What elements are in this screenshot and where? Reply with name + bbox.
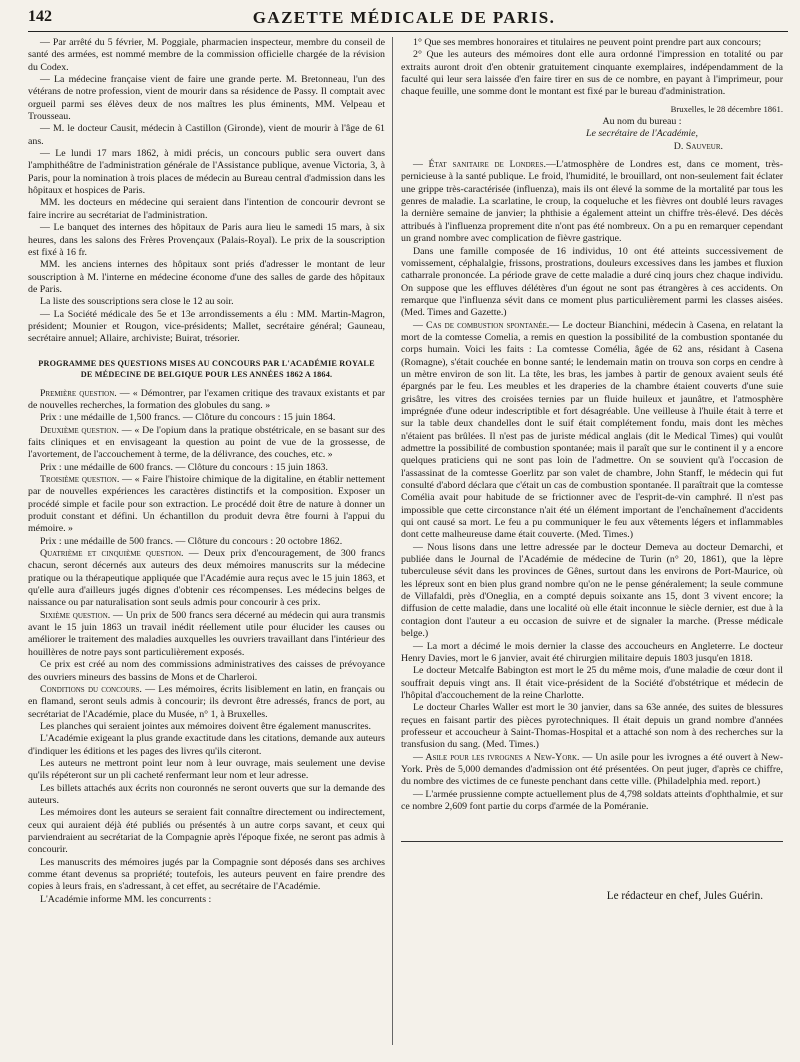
- paragraph: Les planches qui seraient jointes aux mémoires doivent être également manuscrites.: [40, 720, 371, 732]
- article-london: [401, 159, 783, 245]
- dateline: Bruxelles, le 28 décembre 1861.: [670, 103, 783, 114]
- news-item: — Par arrêté du 5 février, M. Poggiale, pharmacien inspecteur, membre du conseil de santé des armées, est nommé membre de la commission officielle chargée de la révision du Codex.: [28, 37, 385, 73]
- paragraph: L'Académie exigeant la plus grande exactitude dans les citations, demande aux auteurs d'indiquer les éditions et les pages des livres qu'ils citeront.: [28, 733, 385, 757]
- article-combustion: [401, 320, 783, 542]
- paragraph: — L'armée prussienne compte actuellement plus de 4,798 soldats atteints d'ophthalmie, et sur ce nombre 2,609 font partie du corps d'armée de la Poméranie.: [401, 788, 783, 812]
- header-rule: [28, 31, 788, 32]
- question-text: — Deux prix d'encouragement, de 300 francs chacun, seront décernés aux auteurs des deux mémoires manuscrits sur la médecine pratique ou la thérapeutique appliquée que l'Académie aura reçus avec le 15 juin 1863, et qu'elle aura d'ailleurs jugés dignes d'obtenir ces récompenses. Les médecins belges de naissance ou par naturalisation sont seuls admis pour concourir à ces prix.: [28, 548, 385, 609]
- question-6: [28, 610, 385, 659]
- news-item: — La médecine française vient de faire une grande perte. M. Bretonneau, l'un des vétérans de notre profession, vient de mourir dans sa résidence de Passy. Il comptait avec orgueil parmi ses élèves deux de nos maîtres les plus éminents, MM. Velpeau et Trousseau.: [28, 74, 385, 123]
- page-header: [28, 6, 780, 34]
- column-divider: [392, 37, 393, 1045]
- prize-line: Prix : une médaille de 500 francs. — Clôture du concours : 20 octobre 1862.: [40, 535, 343, 547]
- prize-line: Prix : une médaille de 600 francs. — Clôture du concours : 15 juin 1863.: [40, 461, 328, 473]
- signature-name: D. Sauveur.: [673, 140, 723, 152]
- paragraph: Ce prix est créé au nom des commissions administratives des caisses de prévoyance des ouvriers mineurs des bassins de Mons et de Charleroi.: [28, 659, 385, 683]
- closing-rule: [401, 841, 783, 842]
- paragraph: 2° Que les auteurs des mémoires dont elle aura ordonné l'impression en totalité ou par extraits auront droit d'en obtenir gratuitement cinquante exemplaires, indépendamment de la faculté qui leur sera laissée d'en faire tirer en sus de ce nombre, en payant à l'imprimeur, pour chaque feuille, une somme dont le montant est fixé par le bureau d'administration.: [401, 49, 783, 98]
- article-text: —L'atmosphère de Londres est, dans ce moment, très-pernicieuse à la santé publique. Le froid, l'humidité, le brouillard, ont non-seulement fait éclater une grippe très-caractérisée (influenza), mais ils ont élevé la somme de la mortalité par tous les genres de maladie. La scarlatine, le croup, la coqueluche et les fièvres ont doublé leurs ravages la dernière semaine de janvier; la phthisie a également atteint un chiffre très-élevé. Des décès attribués à l'influenza proprement dite n'ont pas été nombreux. On a pu en remarquer cependant un grand nombre avec complication de fièvre gastrique.: [401, 159, 783, 245]
- news-item: MM. les docteurs en médecine qui seraient dans l'intention de concourir devront se faire incrire au secrétariat de l'administration.: [28, 197, 385, 221]
- paragraph: L'Académie informe MM. les concurrents :: [40, 893, 212, 905]
- editor-signature: Le rédacteur en chef, Jules Guérin.: [606, 890, 763, 903]
- question-text: — « De l'opium dans la pratique obstétricale, en se basant sur des faits cliniques et en envisageant la question au point de vue de la grossesse, de l'avortement, de l'accouchement à terme, de la délivrance, des couches, etc. »: [28, 424, 385, 461]
- paragraph: — Nous lisons dans une lettre adressée par le docteur Demeva au docteur Demarchi, et publiée dans le Journal de l'Académie de médecine de Turin (n° 20, 1861), que la lèpre tuberculeuse sévit dans les provinces de Gênes, surtout dans les environs de Port-Maurice, où les lépreux sont en bien plus grand nombre qu'on ne le pense généralement; la seule commune de Villafaldi, près d'Oneglia, en a compté depuis soixante ans 15, dont 3 vivent encore; la diffusion de cette maladie, dans une localité où elle était inconnue le siècle dernier, est due à la contagion dont l'auteur a eu occasion de suivre et de signaler la marche. (Presse médicale belge.): [401, 541, 783, 640]
- journal-title: GAZETTE MÉDICALE DE PARIS.: [252, 8, 556, 27]
- left-column: [28, 37, 385, 1053]
- paragraph: — La mort a décimé le mois dernier la classe des accoucheurs en Angleterre. Le docteur Henry Davies, mort le 6 janvier, avait été chirurgien militaire depuis 1803 jusqu'en 1818.: [401, 640, 783, 664]
- article-label: — Cas de combustion spontanée.: [413, 319, 550, 331]
- page-number: 142: [28, 8, 52, 25]
- paragraph: Le docteur Metcalfe Babington est mort le 25 du même mois, d'une maladie de cœur dont il souffrait depuis vingt ans. Il était vice-président de la Société d'obstétrique et médecin de l'hôpital d'accouchement de la reine Charlotte.: [401, 665, 783, 701]
- article-text: — Un asile pour les ivrognes a été ouvert à New-York. Près de 5,000 demandes d'admission ont été présentées. On peut juger, d'après ce chiffre, du nombre des victimes de ce funeste penchant dans cette ville. (Philadelphia med. report.): [401, 751, 783, 788]
- news-item: MM. les anciens internes des hôpitaux sont priés d'adresser le montant de leur souscription à M. l'interne en médecine économe d'une des salles de garde des hôpitaux de Paris.: [28, 259, 385, 295]
- question-label: Sixième question.: [40, 609, 111, 621]
- article-text: — Le docteur Bianchini, médecin à Casena, en relatant la mort de la comtesse Comelia, a remis en question la possibilité de la combustion spontanée du corps humain. Voici les faits : La comtesse Comélia, âgée de 62 ans, résidant à Casena (Romagne), s'était couchée en bonne santé; le lendemain matin on trouva son corps en cendre à un mètre environ de son lit. La tête, les bras, les jambes à partir de genoux avaient seuls été épargnés par le feu. Les meubles et les draperies de la chambre étaient couverts d'une suie grisâtre, les vitres des croisées ternies par un fluide huileux et jaunâtre, et l'atmosphère imprégnée d'une odeur indescriptible et fort désagréable. Une veilleuse à l'huile était à terre et sur la table deux chandelles dont le suif était complétement fondu, mais dont les mèches n'étaient pas brûlées. Il n'est pas de juriste médical anglais (dit le Medical Times) qui voulût admettre la possibilité de combustion spontanée; mais il paraît que sur le continent il y a encore quelques praticiens qui ne sont pas loin de l'admettre. On se souvient qu'à l'occasion de l'assassinat de la comtesse Goerlitz par son valet de chambre, John Stanff, le médecin qui fut consulté d'abord déclara que c'était un cas de combustion spontanée. Il paraîtrait que la comtesse Comélia avait pour habitude de se frictionner avec de l'esprit-de-vin camphré. Il n'est pas impossible que cette circonstance n'ait été un élément important de l'enchaînement d'accidents qui ont causé sa mort. Le feu a pu communiquer le feu aux vêtements légers et inflammables dont cette malheureuse dame était couverte. (Med. Times.): [401, 319, 783, 541]
- paragraph: Les mémoires dont les auteurs se seraient fait connaître directement ou indirectement, ceux qui auraient déjà été publiés ou présentés à un autre corps savant, et ceux qui parviendraient au secrétariat de la Compagnie après l'époque fixée, ne seront pas admis à concourir.: [28, 807, 385, 856]
- question-text: — Un prix de 500 francs sera décerné au médecin qui aura transmis avant le 15 juin 1863 un travail inédit réellement utile pour élucider les causes ou améliorer le traitement des maladies auxquelles les ouvriers travaillant dans l'intérieur des houillères de notre pays sont particulièrement exposés.: [28, 609, 385, 658]
- paragraph: Les manuscrits des mémoires jugés par la Compagnie sont déposés dans ses archives comme étant devenus sa propriété; toutefois, les auteurs peuvent en faire prendre des copies à leurs frais, en s'adressant, à cet effet, au secrétaire de l'Académie.: [28, 856, 385, 893]
- prize-line: Prix : une médaille de 1,500 francs. — Clôture du concours : 15 juin 1864.: [40, 412, 336, 424]
- conditions: [28, 684, 385, 721]
- question-label: Quatrième et cinquième question.: [40, 548, 184, 560]
- paragraph: Les billets attachés aux écrits non couronnés ne seront ouverts que sur la demande des auteurs.: [28, 782, 385, 806]
- signature-line: Au nom du bureau :: [602, 116, 682, 128]
- question-text: — « Démontrer, par l'examen critique des travaux existants et par de nouvelles recherches, la formation des globules du sang. »: [28, 387, 385, 411]
- conditions-label: Conditions du concours.: [40, 683, 142, 695]
- news-item: — La Société médicale des 5e et 13e arrondissements a élu : MM. Martin-Magron, président; Mounier et Rougon, vice-présidents; Mallet, secrétaire général; Gauneau, secrétaire annuel; Allaire, archiviste; Buirat, trésorier.: [28, 308, 385, 345]
- question-label: Première question.: [40, 387, 117, 399]
- question-3: [28, 474, 385, 536]
- right-column: [401, 37, 783, 1053]
- paragraph: Les auteurs ne mettront point leur nom à leur ouvrage, mais seulement une devise qu'ils répéteront sur un pli cacheté renfermant leur nom et leur adresse.: [28, 757, 385, 782]
- article-label: — État sanitaire de Londres.: [413, 159, 546, 171]
- question-4-5: [28, 548, 385, 610]
- signature-title: Le secrétaire de l'Académie,: [586, 128, 698, 140]
- news-item: — M. le docteur Causit, médecin à Castillon (Gironde), vient de mourir à l'âge de 61 ans.: [28, 123, 385, 147]
- conditions-text: — Les mémoires, écrits lisiblement en latin, en français ou en flamand, seront seuls admis à concourir; ils devront être adressés, francs de port, au secrétariat de l'Académie, place du Musée, n° 1, à Bruxelles.: [28, 683, 385, 720]
- news-item: La liste des souscriptions sera close le 12 au soir.: [40, 296, 234, 308]
- article-asile: [401, 752, 783, 789]
- programme-heading: PROGRAMME DES QUESTIONS MISES AU CONCOURS PAR L'ACADÉMIE ROYALE DE MÉDECINE DE BELGIQUE POUR LES ANNÉES 1862 A 1864.: [38, 358, 375, 380]
- question-2: [28, 425, 385, 462]
- question-1: [28, 388, 385, 413]
- paragraph: Le docteur Charles Waller est mort le 30 janvier, dans sa 63e année, des suites de blessures reçues en faisant partir des pièces pyrotechniques. Il était depuis un grand nombre d'années professeur et accoucheur à Saint-Thomas-Hospital et a attaché son nom à des recherches sur la transfusion du sang. (Med. Times.): [401, 702, 783, 751]
- news-item: — Le lundi 17 mars 1862, à midi précis, un concours public sera ouvert dans l'amphithéâtre de l'administration générale de l'Assistance publique, avenue Victoria, 3, à Paris, pour la nomination à trois places de médecin au Bureau central d'admission dans les hôpitaux et hospices de Paris.: [28, 148, 385, 197]
- question-label: Deuxième question.: [40, 424, 119, 436]
- paragraph: Dans une famille composée de 16 individus, 10 ont été atteints successivement de vomissement, céphalalgie, frissons, prostrations, douleurs excessives dans les jambes et fluxion catharrale prononcée. La période grave de cette maladie a duré cinq jours chez chaque individu. On suppose que les effluves délétères d'un égout ne sont pas étrangères à ces accidents. On remarque que l'influenza sévit dans ce moment plus particulièrement parmi les classes aisées. (Med. Times and Gazette.): [401, 245, 783, 319]
- article-label: — Asile pour les ivrognes a New-York.: [413, 751, 580, 763]
- news-item: — Le banquet des internes des hôpitaux de Paris aura lieu le samedi 15 mars, à six heures, dans les salons des Frères Provençaux (Palais-Royal). Le prix de la souscription est fixé à 16 fr.: [28, 222, 385, 258]
- question-label: Troisième question.: [40, 474, 120, 485]
- paragraph: 1° Que ses membres honoraires et titulaires ne peuvent point prendre part aux concours;: [413, 37, 762, 48]
- question-text: — « Faire l'histoire chimique de la digitaline, en établir nettement par de nouvelles expériences les caractères distinctifs et la composition. Exposer un procédé simple et facile pour son extraction. Le procédé doit être de nature à donner un produit constant et défini. Un échantillon du produit devra être fourni à l'appui du mémoire. »: [28, 474, 385, 535]
